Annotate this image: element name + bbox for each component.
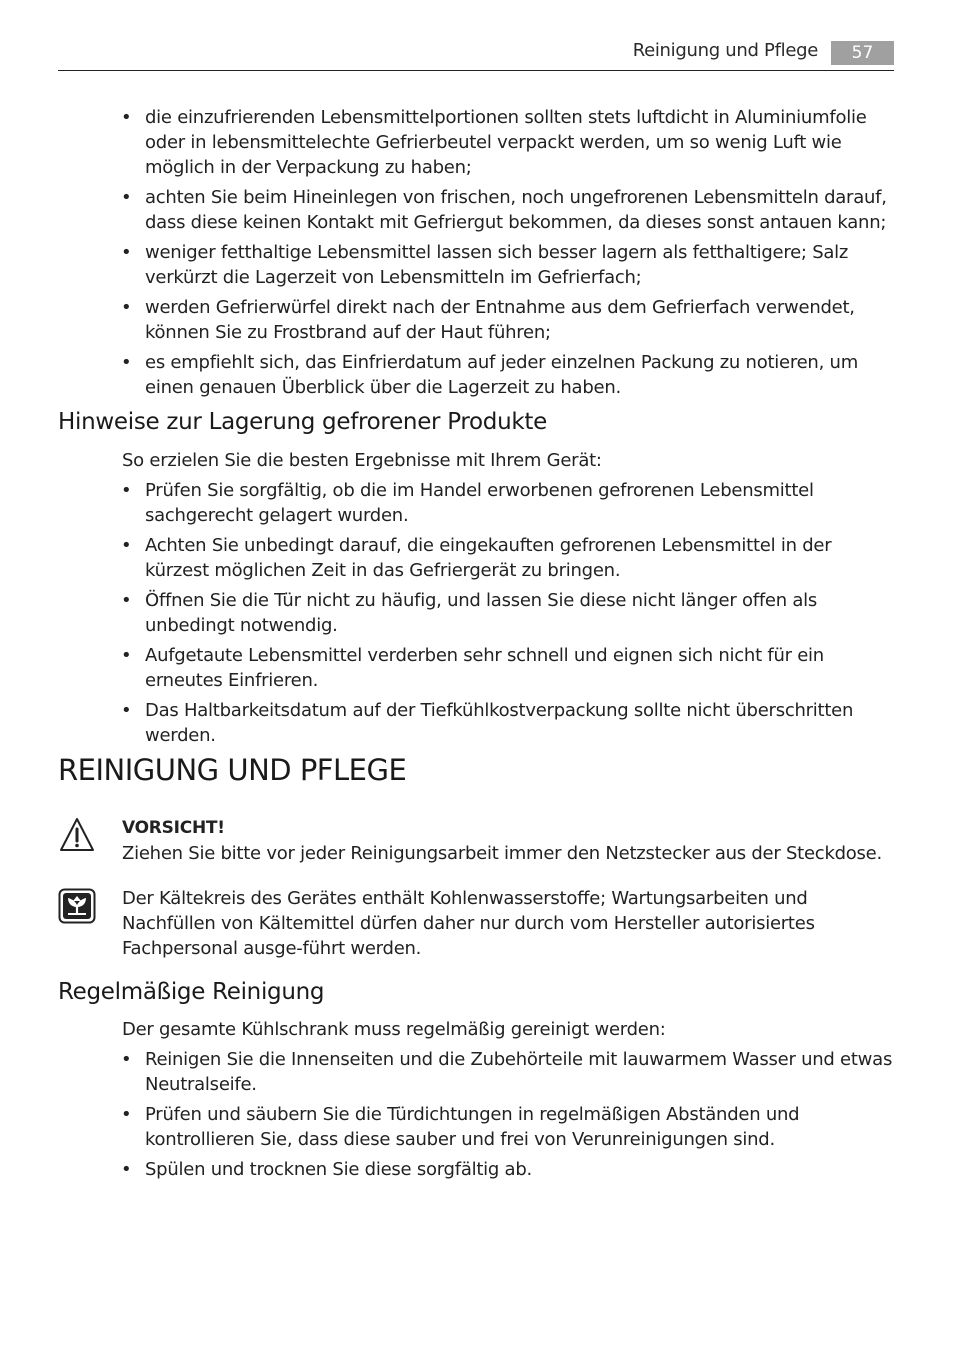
bullet-icon: • xyxy=(121,107,132,128)
list-item: • die einzufrierenden Lebensmittelportionen sollten stets luftdicht in Aluminiumfolie oder in lebensmittelechte Gefrierbeutel verpackt werden, um so wenig Luft wie möglich in der Verpackung zu haben; xyxy=(121,107,867,178)
regular-list xyxy=(0,1047,954,1182)
environment-notice xyxy=(0,886,954,961)
bullet-icon: • xyxy=(121,590,132,611)
page-number: 57 xyxy=(831,41,894,65)
list-item: • Aufgetaute Lebensmittel verderben sehr schnell und eignen sich nicht für ein erneutes Einfrieren. xyxy=(121,645,824,691)
storage-heading: Hinweise zur Lagerung gefrorener Produkte xyxy=(58,409,547,435)
list-item: • Das Haltbarkeitsdatum auf der Tiefkühlkostverpackung sollte nicht überschritten werden. xyxy=(121,700,854,746)
list-item: • Achten Sie unbedingt darauf, die eingekauften gefrorenen Lebensmittel in der kürzest möglichen Zeit in das Gefriergerät zu bringen. xyxy=(121,535,832,581)
list-item: • Öffnen Sie die Tür nicht zu häufig, und lassen Sie diese nicht länger offen als unbedingt notwendig. xyxy=(121,590,818,636)
list-item: • Prüfen Sie sorgfältig, ob die im Handel erworbenen gefrorenen Lebensmittel sachgerecht gelagert wurden. xyxy=(121,480,814,526)
regular-intro: Der gesamte Kühlschrank muss regelmäßig gereinigt werden: xyxy=(122,1019,666,1040)
bullet-icon: • xyxy=(121,1049,132,1070)
environment-text: Der Kältekreis des Gerätes enthält Kohlenwasserstoffe; Wartungsarbeiten und Nachfüllen von Kältemittel dürfen daher nur durch vom Hersteller autorisiertes Fachpersonal ausge-führt werden. xyxy=(122,888,815,959)
header-section-title: Reinigung und Pflege xyxy=(632,40,818,61)
bullet-icon: • xyxy=(121,480,132,501)
warning-triangle-icon xyxy=(58,816,96,858)
freeze-list xyxy=(0,105,954,400)
list-item: • achten Sie beim Hineinlegen von frischen, noch ungefrorenen Lebensmitteln darauf, dass diese keinen Kontakt mit Gefriergut bekommen, da dieses sonst antauen kann; xyxy=(121,187,887,233)
bullet-icon: • xyxy=(121,297,132,318)
cleaning-heading: REINIGUNG UND PFLEGE xyxy=(58,753,407,787)
list-item: • Spülen und trocknen Sie diese sorgfältig ab. xyxy=(121,1159,532,1180)
list-item: • Reinigen Sie die Innenseiten und die Zubehörteile mit lauwarmem Wasser und etwas Neutralseife. xyxy=(121,1049,893,1095)
bullet-icon: • xyxy=(121,700,132,721)
bullet-icon: • xyxy=(121,242,132,263)
bullet-icon: • xyxy=(121,187,132,208)
bullet-icon: • xyxy=(121,1159,132,1180)
bullet-icon: • xyxy=(121,645,132,666)
regular-cleaning-heading: Regelmäßige Reinigung xyxy=(58,979,325,1005)
header-divider xyxy=(58,70,894,71)
caution-notice xyxy=(0,816,954,866)
list-item: • weniger fetthaltige Lebensmittel lassen sich besser lagern als fetthaltigere; Salz verkürzt die Lagerzeit von Lebensmitteln im Gefrierfach; xyxy=(121,242,849,288)
bullet-icon: • xyxy=(121,352,132,373)
caution-title: VORSICHT! xyxy=(122,818,225,838)
list-item: • es empfiehlt sich, das Einfrierdatum auf jeder einzelnen Packung zu notieren, um einen genauen Überblick über die Lagerzeit zu haben. xyxy=(121,352,858,398)
storage-list xyxy=(0,478,954,748)
storage-intro: So erzielen Sie die besten Ergebnisse mit Ihrem Gerät: xyxy=(122,450,602,471)
list-item: • Prüfen und säubern Sie die Türdichtungen in regelmäßigen Abständen und kontrollieren Sie, dass diese sauber und frei von Verunreinigungen sind. xyxy=(121,1104,800,1150)
list-item: • werden Gefrierwürfel direkt nach der Entnahme aus dem Gefrierfach verwendet, können Sie zu Frostbrand auf der Haut führen; xyxy=(121,297,855,343)
environment-flower-icon xyxy=(58,888,96,928)
bullet-icon: • xyxy=(121,1104,132,1125)
caution-text: Ziehen Sie bitte vor jeder Reinigungsarbeit immer den Netzstecker aus der Steckdose. xyxy=(122,843,882,864)
bullet-icon: • xyxy=(121,535,132,556)
